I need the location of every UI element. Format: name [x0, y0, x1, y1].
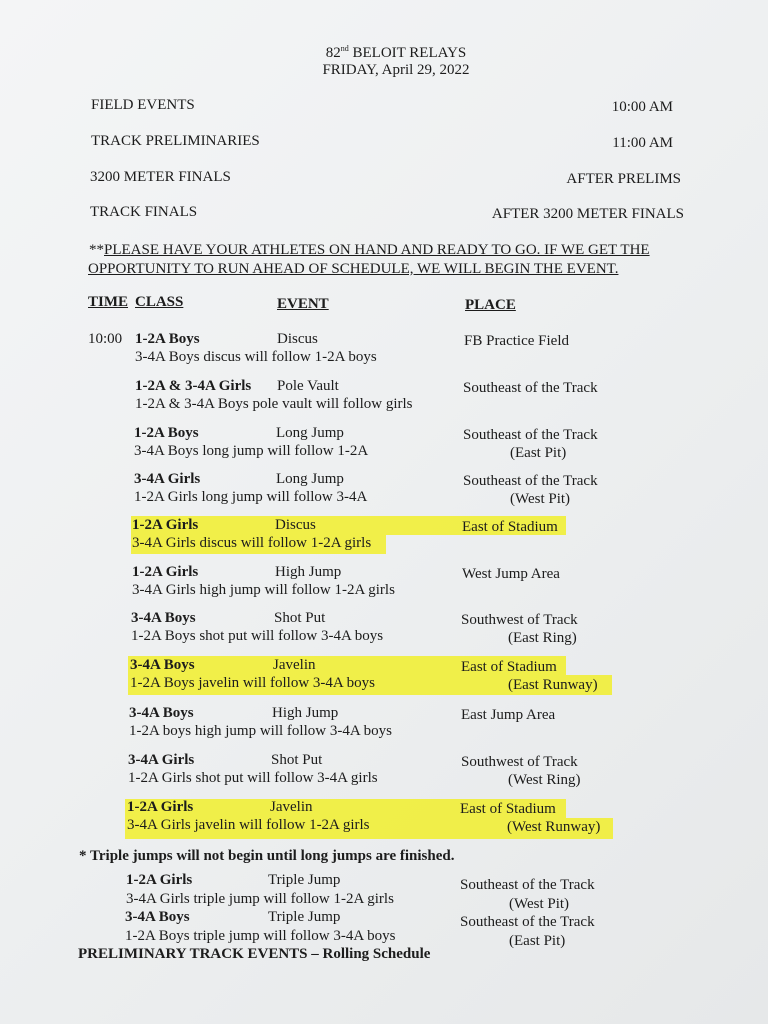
notice-line-2: OPPORTUNITY TO RUN AHEAD OF SCHEDULE, WE WILL BEGIN THE EVENT. [88, 261, 619, 277]
event-class: 1-2A Girls [127, 799, 194, 815]
event-place: FB Practice Field [464, 333, 569, 349]
event-place: West Jump Area [462, 566, 560, 582]
event-place-detail: (West Runway) [507, 819, 601, 835]
schedule-label-track-prelims: TRACK PRELIMINARIES [91, 133, 260, 149]
event-name: Discus [277, 331, 318, 347]
meet-number-suffix: nd [340, 44, 349, 53]
triple-note: 3-4A Girls triple jump will follow 1-2A girls [126, 891, 394, 907]
event-place-detail: (West Pit) [510, 491, 571, 507]
track-events-heading: PRELIMINARY TRACK EVENTS – Rolling Schedule [78, 946, 431, 962]
event-note: 1-2A Girls long jump will follow 3-4A [134, 489, 368, 505]
event-note: 3-4A Girls high jump will follow 1-2A girls [132, 582, 395, 598]
event-class: 3-4A Boys [130, 657, 195, 673]
event-note: 3-4A Girls discus will follow 1-2A girls [132, 535, 372, 551]
event-place-detail: (West Ring) [508, 772, 581, 788]
event-place: Southwest of Track [461, 612, 578, 628]
notice-line-1 [89, 242, 650, 259]
meet-number: 82 [325, 45, 341, 61]
event-name: Javelin [270, 799, 313, 815]
triple-class: 1-2A Girls [126, 872, 193, 888]
event-place: Southeast of the Track [463, 473, 598, 489]
meet-name: BELOIT RELAYS [348, 45, 467, 61]
event-name: Discus [275, 517, 316, 533]
schedule-label-field-events: FIELD EVENTS [91, 97, 195, 113]
event-place: Southeast of the Track [463, 380, 598, 396]
event-class: 1-2A Boys [134, 425, 199, 441]
triple-class: 3-4A Boys [125, 909, 190, 925]
triple-place: Southeast of the Track [460, 877, 595, 893]
triple-event-name: Triple Jump [268, 909, 341, 925]
column-header-time: TIME [88, 294, 129, 310]
meet-date: FRIDAY, April 29, 2022 [322, 62, 470, 78]
column-header-event: EVENT [277, 296, 329, 312]
schedule-label-track-finals: TRACK FINALS [90, 204, 198, 220]
event-place: Southeast of the Track [463, 427, 598, 443]
event-note: 1-2A & 3-4A Boys pole vault will follow girls [135, 396, 413, 412]
event-place: Southwest of Track [461, 754, 578, 770]
event-name: Javelin [273, 657, 316, 673]
event-note: 3-4A Girls javelin will follow 1-2A girls [127, 817, 370, 833]
column-header-place: PLACE [465, 297, 516, 313]
notice-prefix: ** [89, 242, 104, 258]
event-place-detail: (East Ring) [508, 630, 577, 646]
event-name: Pole Vault [277, 378, 339, 394]
schedule-label-3200-finals: 3200 METER FINALS [90, 169, 231, 185]
event-class: 3-4A Girls [134, 471, 201, 487]
event-class: 1-2A & 3-4A Girls [135, 378, 252, 394]
notice-text-1: PLEASE HAVE YOUR ATHLETES ON HAND AND READY TO GO. IF WE GET THE [104, 242, 650, 258]
event-class: 3-4A Boys [131, 610, 196, 626]
triple-event-name: Triple Jump [268, 872, 341, 888]
event-class: 3-4A Girls [128, 752, 195, 768]
event-class: 3-4A Boys [129, 705, 194, 721]
event-place-detail: (East Pit) [510, 445, 567, 461]
event-name: Shot Put [271, 752, 323, 768]
event-name: Long Jump [276, 425, 344, 441]
event-name: High Jump [275, 564, 342, 580]
event-place: East of Stadium [460, 801, 556, 817]
event-class: 1-2A Girls [132, 517, 199, 533]
triple-note: 1-2A Boys triple jump will follow 3-4A boys [125, 928, 396, 944]
event-name: Long Jump [276, 471, 344, 487]
event-place: East of Stadium [462, 519, 558, 535]
meet-title [0, 44, 768, 62]
event-class: 1-2A Girls [132, 564, 199, 580]
schedule-time-track-prelims: 11:00 AM [612, 135, 673, 151]
schedule-time-3200-finals: AFTER PRELIMS [566, 171, 681, 187]
event-place: East Jump Area [461, 707, 556, 723]
schedule-time-track-finals: AFTER 3200 METER FINALS [491, 206, 684, 222]
column-header-class: CLASS [135, 294, 184, 310]
event-note: 3-4A Boys long jump will follow 1-2A [134, 443, 369, 459]
event-name: High Jump [272, 705, 339, 721]
event-place-detail: (East Runway) [508, 677, 598, 693]
triple-place: Southeast of the Track [460, 914, 595, 930]
event-note: 1-2A boys high jump will follow 3-4A boys [129, 723, 392, 739]
event-name: Shot Put [274, 610, 326, 626]
event-place: East of Stadium [461, 659, 557, 675]
event-note: 1-2A Boys javelin will follow 3-4A boys [130, 675, 375, 691]
event-note: 3-4A Boys discus will follow 1-2A boys [135, 349, 377, 365]
event-class: 1-2A Boys [135, 331, 200, 347]
triple-place-detail: (East Pit) [509, 933, 566, 949]
triple-jump-note: * Triple jumps will not begin until long jumps are finished. [79, 848, 455, 864]
event-note: 1-2A Boys shot put will follow 3-4A boys [131, 628, 384, 644]
schedule-time-field-events: 10:00 AM [611, 99, 673, 115]
start-time: 10:00 [88, 331, 123, 347]
triple-place-detail: (West Pit) [509, 896, 570, 912]
event-note: 1-2A Girls shot put will follow 3-4A girls [128, 770, 378, 786]
